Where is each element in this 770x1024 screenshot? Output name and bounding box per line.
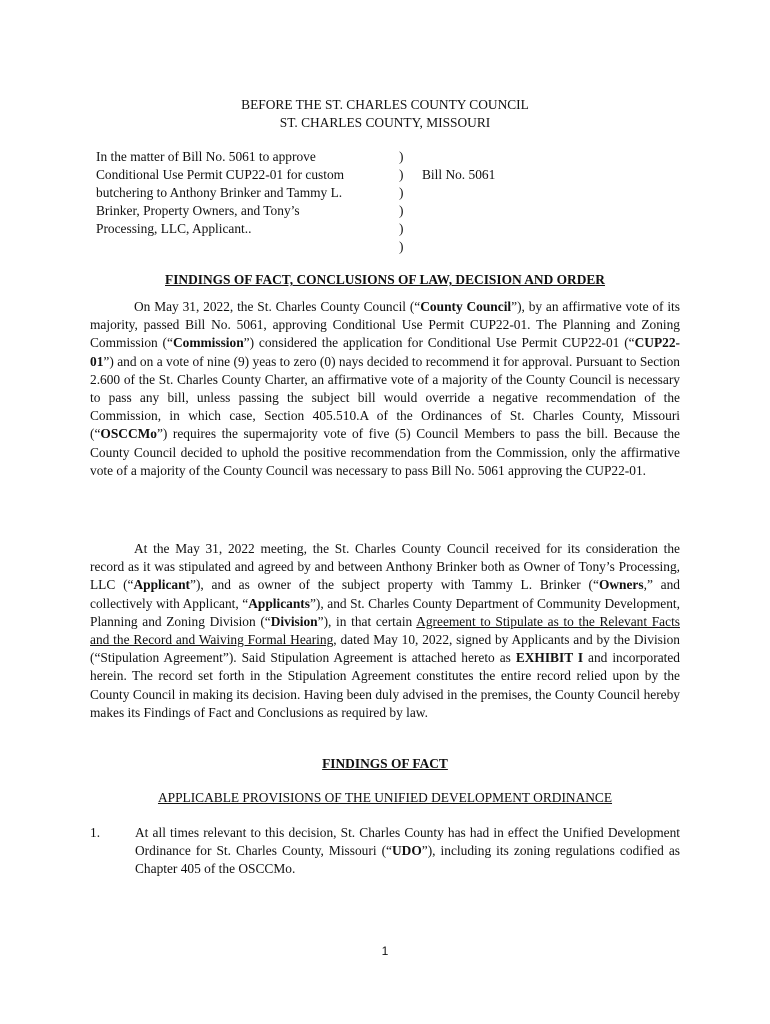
caption-paren: ) bbox=[399, 185, 404, 200]
caption-line: Processing, LLC, Applicant.. bbox=[96, 221, 252, 236]
section-heading: FINDINGS OF FACT bbox=[322, 756, 448, 771]
caption-line: Brinker, Property Owners, and Tony’s bbox=[96, 203, 300, 218]
item-number: 1. bbox=[90, 825, 101, 840]
caption-paren: ) bbox=[399, 203, 404, 218]
caption-paren: ) bbox=[399, 167, 404, 182]
caption-matter bbox=[96, 148, 386, 238]
caption-parentheses bbox=[399, 148, 411, 256]
paragraph-2: At the May 31, 2022 meeting, the St. Charles County Council received for its consideration the record as it was stipulated and agreed by and between Anthony Brinker both as Owner of Tony’s Processing, LLC (“Applicant”), and as owner of the subject property with Tammy L. Brinker (“Owners,” and collectively with Applicant, “Applicants”), and St. Charles County Department of Community Development, Planning and Zoning Division (“Division”), in that certain Agreement to Stipulate as to the Relevant Facts and the Record and Waiving Formal Hearing, dated May 10, 2022, signed by Applicants and by the Division (“Stipulation Agreement”). Said Stipulation Agreement is attached hereto as EXHIBIT I and incorporated herein. The record set forth in the Stipulation Agreement constitutes the entire record relied upon by the County Council in making its decision. Having been duly advised in the premises, the County Council hereby makes its Findings of Fact and Conclusions as required by law. bbox=[90, 541, 681, 720]
page-number: 1 bbox=[381, 944, 389, 958]
agreement-title: Agreement to Stipulate as to the Relevant Facts and the Record and Waiving Formal Hearing bbox=[90, 613, 680, 648]
document-title: FINDINGS OF FACT, CONCLUSIONS OF LAW, DECISION AND ORDER bbox=[165, 272, 605, 287]
item-text: At all times relevant to this decision, St. Charles County has had in effect the Unified Development Ordinance for St. Charles County, Missouri (“UDO”), including its zoning regulations codified as Chapter 405 of the OSCCMo. bbox=[135, 825, 680, 877]
paragraph-1: On May 31, 2022, the St. Charles County Council (“County Council”), by an affirmative vote of its majority, passed Bill No. 5061, approving Conditional Use Permit CUP22-01. The Planning and Zoning Commission (“Commission”) considered the application for Conditional Use Permit CUP22-01 (“CUP22-01”) and on a vote of nine (9) yeas to zero (0) nays decided to recommend it for approval. Pursuant to Section 2.600 of the St. Charles County Charter, an affirmative vote of a majority of the County Council is necessary to pass any bill, unless passing the subject bill would override a negative recommendation of the Commission, in which case, Section 405.510.A of the Ordinances of St. Charles County, Missouri (“OSCCMo”) requires the supermajority vote of five (5) Council Members to pass the bill. Because the County Council decided to uphold the positive recommendation from the Commission, only the affirmative vote of a majority of the County Council was necessary to pass Bill No. 5061 approving the CUP22-01. bbox=[90, 299, 680, 478]
caption-paren: ) bbox=[399, 149, 404, 164]
header-line-2: ST. CHARLES COUNTY, MISSOURI bbox=[279, 115, 491, 130]
caption-bill-number: Bill No. 5061 bbox=[422, 167, 496, 182]
subsection-heading: APPLICABLE PROVISIONS OF THE UNIFIED DEVELOPMENT ORDINANCE bbox=[157, 790, 613, 805]
caption-paren: ) bbox=[399, 239, 404, 254]
caption-line: Conditional Use Permit CUP22-01 for custom bbox=[96, 167, 345, 182]
caption-line: In the matter of Bill No. 5061 to approve bbox=[96, 149, 316, 164]
document-header bbox=[0, 96, 770, 132]
caption-line: butchering to Anthony Brinker and Tammy L. bbox=[96, 185, 343, 200]
header-line-1: BEFORE THE ST. CHARLES COUNTY COUNCIL bbox=[241, 97, 529, 112]
caption-paren: ) bbox=[399, 221, 404, 236]
